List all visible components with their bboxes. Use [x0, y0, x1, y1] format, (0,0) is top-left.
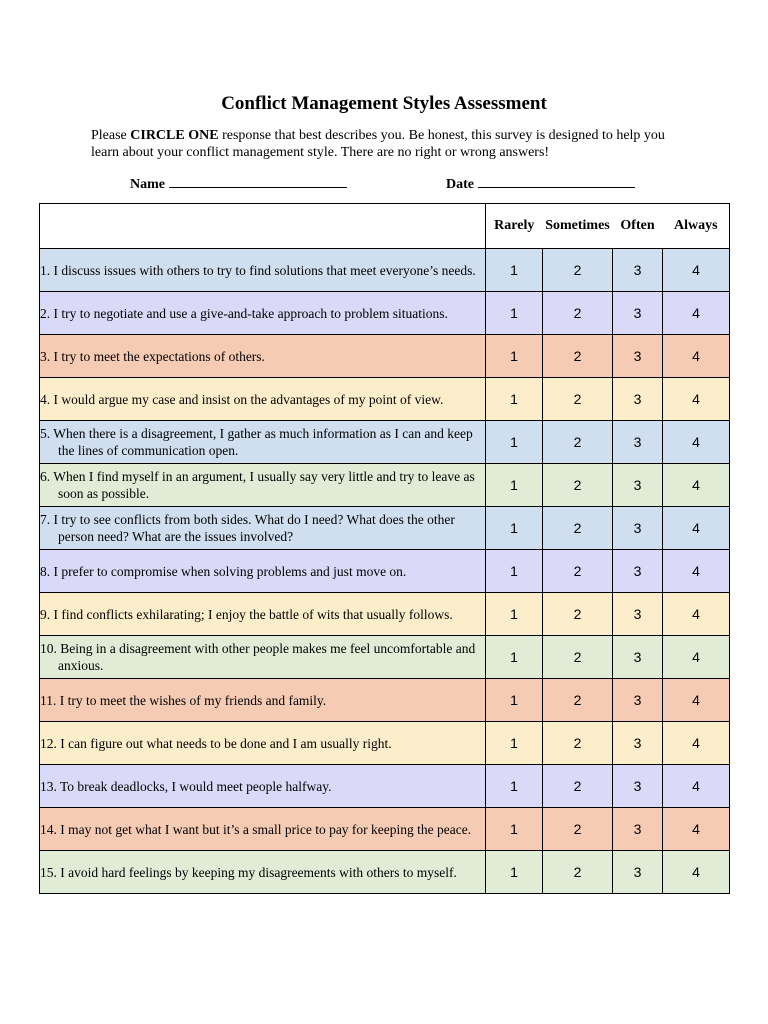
- option-always[interactable]: 4: [663, 335, 730, 378]
- header-row: [40, 204, 730, 249]
- option-always[interactable]: 4: [663, 550, 730, 593]
- option-sometimes[interactable]: 2: [543, 765, 613, 808]
- option-often[interactable]: 3: [613, 636, 663, 679]
- option-sometimes[interactable]: 2: [543, 550, 613, 593]
- option-rarely[interactable]: 1: [486, 765, 543, 808]
- option-often[interactable]: 3: [613, 335, 663, 378]
- option-always[interactable]: 4: [663, 464, 730, 507]
- table-row: [40, 507, 730, 550]
- table-row: [40, 335, 730, 378]
- option-rarely[interactable]: 1: [486, 851, 543, 894]
- table-row: [40, 808, 730, 851]
- question-cell: [40, 722, 486, 765]
- option-always[interactable]: 4: [663, 722, 730, 765]
- question-text: 10. Being in a disagreement with other people makes me feel uncomfortable and anxious.: [40, 641, 476, 673]
- option-always[interactable]: 4: [663, 421, 730, 464]
- table-row: [40, 464, 730, 507]
- option-always[interactable]: 4: [663, 507, 730, 550]
- option-rarely[interactable]: 1: [486, 550, 543, 593]
- question-text: 15. I avoid hard feelings by keeping my disagreements with others to myself.: [40, 864, 457, 880]
- date-label: Date: [446, 177, 474, 192]
- name-field: [130, 174, 347, 193]
- question-text: 2. I try to negotiate and use a give-and-take approach to problem situations.: [40, 305, 448, 321]
- table-row: [40, 378, 730, 421]
- option-rarely[interactable]: 1: [486, 249, 543, 292]
- option-often[interactable]: 3: [613, 765, 663, 808]
- option-often[interactable]: 3: [613, 464, 663, 507]
- option-sometimes[interactable]: 2: [543, 421, 613, 464]
- table-row: [40, 722, 730, 765]
- page-title: Conflict Management Styles Assessment: [221, 93, 547, 114]
- question-text: 11. I try to meet the wishes of my friends and family.: [40, 692, 327, 708]
- header-often: Often: [613, 204, 663, 249]
- instructions-before: Please: [91, 128, 131, 143]
- option-sometimes[interactable]: 2: [543, 292, 613, 335]
- question-cell: [40, 851, 486, 894]
- option-sometimes[interactable]: 2: [543, 851, 613, 894]
- option-always[interactable]: 4: [663, 636, 730, 679]
- question-cell: [40, 421, 486, 464]
- option-rarely[interactable]: 1: [486, 808, 543, 851]
- option-sometimes[interactable]: 2: [543, 679, 613, 722]
- question-text: 9. I find conflicts exhilarating; I enjoy the battle of wits that usually follows.: [40, 606, 453, 622]
- survey-body: [40, 249, 730, 894]
- option-often[interactable]: 3: [613, 550, 663, 593]
- question-text: 4. I would argue my case and insist on the advantages of my point of view.: [40, 391, 444, 407]
- table-row: [40, 249, 730, 292]
- question-text: 5. When there is a disagreement, I gather as much information as I can and keep the lines of communication open.: [40, 426, 473, 458]
- survey-table: [39, 203, 730, 894]
- header-always: Always: [663, 204, 730, 249]
- table-row: [40, 636, 730, 679]
- option-rarely[interactable]: 1: [486, 421, 543, 464]
- question-text: 6. When I find myself in an argument, I usually say very little and try to leave as soon as possible.: [40, 469, 475, 501]
- option-often[interactable]: 3: [613, 421, 663, 464]
- option-rarely[interactable]: 1: [486, 292, 543, 335]
- date-field: [446, 174, 635, 193]
- name-label: Name: [130, 177, 165, 192]
- instructions: [91, 127, 691, 161]
- option-often[interactable]: 3: [613, 722, 663, 765]
- table-row: [40, 292, 730, 335]
- date-blank-line[interactable]: [478, 174, 635, 188]
- question-text: 13. To break deadlocks, I would meet people halfway.: [40, 778, 332, 794]
- question-cell: [40, 808, 486, 851]
- option-rarely[interactable]: 1: [486, 507, 543, 550]
- option-always[interactable]: 4: [663, 249, 730, 292]
- table-row: [40, 679, 730, 722]
- table-row: [40, 421, 730, 464]
- option-always[interactable]: 4: [663, 808, 730, 851]
- name-blank-line[interactable]: [169, 174, 347, 188]
- question-cell: [40, 378, 486, 421]
- table-row: [40, 765, 730, 808]
- option-always[interactable]: 4: [663, 292, 730, 335]
- table-row: [40, 593, 730, 636]
- option-rarely[interactable]: 1: [486, 464, 543, 507]
- question-cell: [40, 550, 486, 593]
- option-often[interactable]: 3: [613, 378, 663, 421]
- option-rarely[interactable]: 1: [486, 335, 543, 378]
- option-sometimes[interactable]: 2: [543, 335, 613, 378]
- option-often[interactable]: 3: [613, 593, 663, 636]
- question-cell: [40, 335, 486, 378]
- header-rarely: Rarely: [486, 204, 543, 249]
- instructions-emphasis: CIRCLE ONE: [130, 128, 219, 143]
- header-sometimes: Sometimes: [543, 204, 613, 249]
- question-text: 3. I try to meet the expectations of others.: [40, 348, 265, 364]
- question-text: 8. I prefer to compromise when solving problems and just move on.: [40, 563, 407, 579]
- option-rarely[interactable]: 1: [486, 378, 543, 421]
- option-sometimes[interactable]: 2: [543, 249, 613, 292]
- option-rarely[interactable]: 1: [486, 593, 543, 636]
- option-rarely[interactable]: 1: [486, 636, 543, 679]
- option-always[interactable]: 4: [663, 765, 730, 808]
- option-sometimes[interactable]: 2: [543, 722, 613, 765]
- option-always[interactable]: 4: [663, 679, 730, 722]
- question-cell: [40, 636, 486, 679]
- option-always[interactable]: 4: [663, 378, 730, 421]
- question-cell: [40, 765, 486, 808]
- option-sometimes[interactable]: 2: [543, 507, 613, 550]
- question-cell: [40, 593, 486, 636]
- question-header-cell: [40, 204, 486, 249]
- question-cell: [40, 679, 486, 722]
- option-often[interactable]: 3: [613, 249, 663, 292]
- option-sometimes[interactable]: 2: [543, 808, 613, 851]
- instructions-after: response that best describes you. Be honest, this survey is designed to help you learn about your conflict management style. There are no right or wrong answers!: [91, 128, 665, 160]
- question-text: 7. I try to see conflicts from both sides. What do I need? What does the other person need? What are the issues involved?: [40, 512, 455, 544]
- option-sometimes[interactable]: 2: [543, 378, 613, 421]
- option-often[interactable]: 3: [613, 851, 663, 894]
- option-rarely[interactable]: 1: [486, 722, 543, 765]
- question-text: 12. I can figure out what needs to be done and I am usually right.: [40, 735, 392, 751]
- option-often[interactable]: 3: [613, 679, 663, 722]
- option-sometimes[interactable]: 2: [543, 636, 613, 679]
- question-cell: [40, 507, 486, 550]
- option-sometimes[interactable]: 2: [543, 593, 613, 636]
- table-row: [40, 550, 730, 593]
- option-often[interactable]: 3: [613, 808, 663, 851]
- question-text: 14. I may not get what I want but it’s a small price to pay for keeping the peace.: [40, 821, 472, 837]
- option-often[interactable]: 3: [613, 507, 663, 550]
- option-always[interactable]: 4: [663, 851, 730, 894]
- table-row: [40, 851, 730, 894]
- option-always[interactable]: 4: [663, 593, 730, 636]
- question-text: 1. I discuss issues with others to try to find solutions that meet everyone’s needs.: [40, 262, 476, 278]
- option-often[interactable]: 3: [613, 292, 663, 335]
- question-cell: [40, 464, 486, 507]
- question-cell: [40, 249, 486, 292]
- option-rarely[interactable]: 1: [486, 679, 543, 722]
- option-sometimes[interactable]: 2: [543, 464, 613, 507]
- question-cell: [40, 292, 486, 335]
